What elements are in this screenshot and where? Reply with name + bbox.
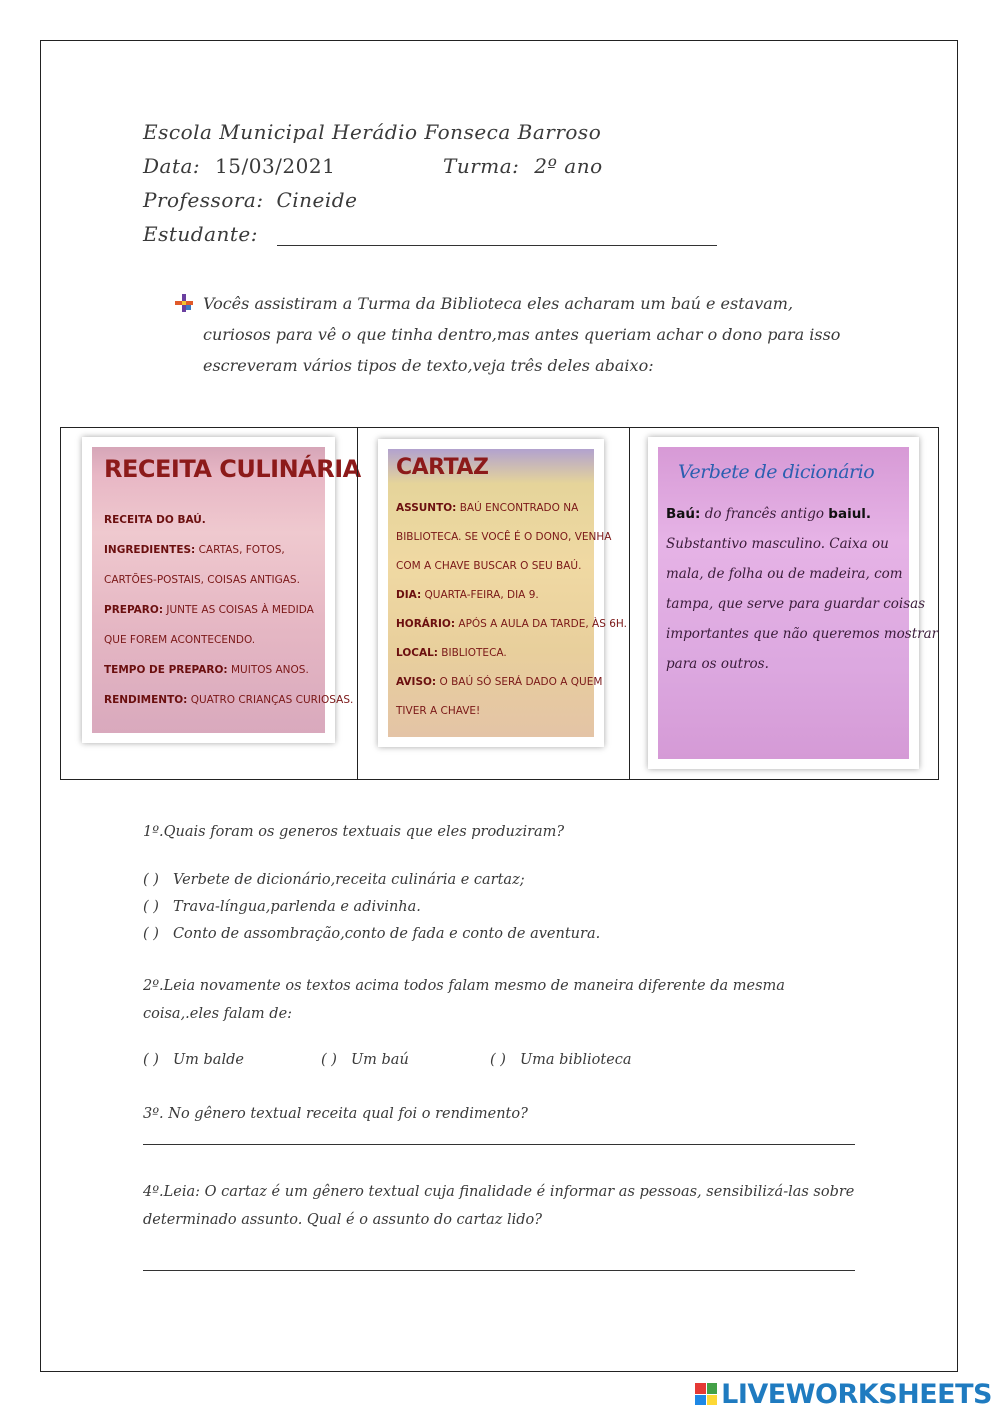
q2-option-3[interactable] — [490, 1052, 632, 1068]
cartaz-title: CARTAZ — [396, 455, 489, 480]
student-name-field[interactable] — [277, 225, 717, 246]
cartaz-line: HORÁRIO: APÓS A AULA DA TARDE, ÀS 6H. — [396, 618, 627, 630]
cartaz-line: BIBLIOTECA. SE VOCÊ É O DONO, VENHA — [396, 531, 612, 543]
q1-option-2[interactable] — [143, 899, 421, 915]
cartaz-line: DIA: QUARTA-FEIRA, DIA 9. — [396, 589, 539, 601]
q1-option-3-checkbox[interactable]: ( ) — [143, 926, 159, 942]
pin-bullet-icon — [175, 294, 193, 312]
teacher-line — [143, 188, 357, 212]
receita-title: RECEITA CULINÁRIA — [104, 455, 361, 483]
verbete-image — [648, 437, 939, 769]
verbete-line: importantes que não queremos mostrar — [666, 626, 939, 642]
receita-line: PREPARO: JUNTE AS COISAS À MEDIDA — [104, 604, 314, 616]
verbete-line: Substantivo masculino. Caixa ou — [666, 536, 889, 552]
class-line — [443, 154, 603, 178]
image-cell-receita — [61, 428, 361, 779]
image-table — [60, 427, 939, 780]
receita-line: RECEITA DO BAÚ. — [104, 514, 206, 526]
teacher-value: Cineide — [276, 188, 358, 212]
student-label: Estudante: — [143, 222, 258, 246]
cartaz-line: ASSUNTO: BAÚ ENCONTRADO NA — [396, 502, 579, 514]
verbete-line: para os outros. — [666, 656, 769, 672]
receita-line: TEMPO DE PREPARO: MUITOS ANOS. — [104, 664, 309, 676]
receita-line: CARTÕES-POSTAIS, COISAS ANTIGAS. — [104, 574, 300, 586]
q1-option-1[interactable] — [143, 872, 525, 888]
verbete-title: Verbete de dicionário — [678, 461, 875, 483]
logo-text: LIVEWORKSHEETS — [721, 1378, 992, 1410]
q2-option-1-checkbox[interactable]: ( ) — [143, 1052, 159, 1068]
question-1: 1º.Quais foram os generos textuais que eles produziram? — [143, 824, 565, 840]
receita-image — [82, 437, 361, 743]
cartaz-line: AVISO: O BAÚ SÓ SERÁ DADO A QUEM — [396, 676, 603, 688]
q2-option-3-checkbox[interactable]: ( ) — [490, 1052, 506, 1068]
q2-option-2-checkbox[interactable]: ( ) — [321, 1052, 337, 1068]
date-label: Data: — [143, 154, 201, 178]
verbete-line: mala, de folha ou de madeira, com — [666, 566, 903, 582]
receita-line: QUE FOREM ACONTECENDO. — [104, 634, 256, 646]
verbete-line: Baú: do francês antigo baiul. — [666, 506, 872, 522]
q2-option-1-label: Um balde — [172, 1052, 244, 1068]
date-value: 15/03/2021 — [215, 154, 336, 178]
question-2: 2º.Leia novamente os textos acima todos falam mesmo de maneira diferente da mesma coisa,.eles falam de: — [143, 978, 785, 1022]
q4-answer-field[interactable] — [143, 1270, 855, 1271]
q1-option-2-checkbox[interactable]: ( ) — [143, 899, 159, 915]
q2-option-2[interactable] — [321, 1052, 409, 1068]
q1-option-2-label: Trava-língua,parlenda e adivinha. — [172, 899, 421, 915]
student-line — [143, 222, 717, 246]
image-cell-cartaz — [357, 428, 629, 779]
q1-option-1-checkbox[interactable]: ( ) — [143, 872, 159, 888]
class-label: Turma: — [443, 154, 520, 178]
intro-text: Vocês assistiram a Turma da Biblioteca eles acharam um baú e estavam, curiosos para vê o que tinha dentro,mas antes queriam achar o dono para isso escreveram vários tipos de texto,veja três deles abaixo: — [203, 294, 841, 375]
q2-option-3-label: Uma biblioteca — [519, 1052, 632, 1068]
liveworksheets-logo — [695, 1380, 992, 1408]
verbete-line: tampa, que serve para guardar coisas — [666, 596, 926, 612]
question-3: 3º. No gênero textual receita qual foi o rendimento? — [143, 1106, 528, 1122]
question-4: 4º.Leia: O cartaz é um gênero textual cuja finalidade é informar as pessoas, sensibilizá-las sobre determinado assunto. Qual é o assunto do cartaz lido? — [143, 1184, 855, 1228]
q2-option-1[interactable] — [143, 1052, 244, 1068]
cartaz-line: COM A CHAVE BUSCAR O SEU BAÚ. — [396, 560, 582, 572]
q2-option-2-label: Um baú — [350, 1052, 409, 1068]
receita-line: INGREDIENTES: CARTAS, FOTOS, — [104, 544, 285, 556]
q1-option-1-label: Verbete de dicionário,receita culinária e cartaz; — [172, 872, 525, 888]
date-line — [143, 154, 335, 178]
cartaz-line: TIVER A CHAVE! — [396, 705, 481, 717]
cartaz-image — [378, 439, 627, 747]
q3-answer-field[interactable] — [143, 1144, 855, 1145]
school-name: Escola Municipal Herádio Fonseca Barroso — [143, 120, 602, 144]
cartaz-line: LOCAL: BIBLIOTECA. — [396, 647, 507, 659]
receita-line: RENDIMENTO: QUATRO CRIANÇAS CURIOSAS. — [104, 694, 354, 706]
q1-option-3[interactable] — [143, 926, 600, 942]
teacher-label: Professora: — [143, 188, 264, 212]
image-cell-verbete — [629, 428, 938, 779]
liveworksheets-badge-icon — [695, 1383, 717, 1405]
q1-option-3-label: Conto de assombração,conto de fada e conto de aventura. — [172, 926, 601, 942]
intro-paragraph — [175, 288, 865, 381]
class-value: 2º ano — [534, 154, 603, 178]
